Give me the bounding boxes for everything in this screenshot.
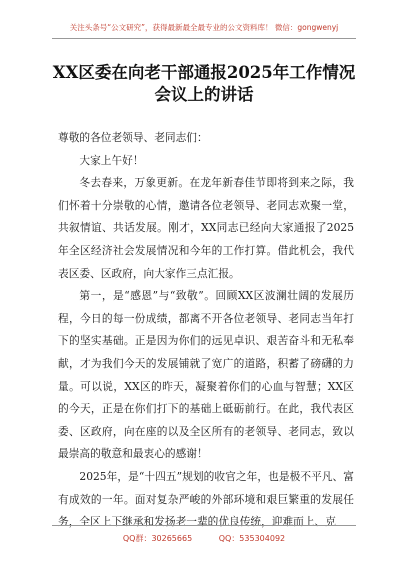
header-divider (52, 38, 356, 39)
paragraph: 第一，是“感恩”与“致敬”。回顾XX区波澜壮阔的发展历程，今日的每一份成绩，都离不开各位老领导、老同志当年打下的坚实基础。正是因为你们的远见卓识、艰苦奋斗和无私奉献，才为我们今天的发展铺就了宽广的道路，积蓄了磅礴的力量。可以说，XX区的昨天，凝聚着你们的心血与智慧；XX区的今天，正是在你们打下的基础上砥砺前行。在此，我代表区委、区政府，向在座的以及全区所有的老领导、老同志，致以最崇高的敬意和最衷心的感谢！ (58, 289, 354, 461)
paragraph: 2025年，是“十四五”规划的收官之年，也是极不平凡、富有成效的一年。面对复杂严峻的外部环境和艰巨繁重的发展任务，全区上下继承和发扬老一辈的优良传统，迎难而上、克 (58, 469, 354, 529)
footer-divider (52, 525, 356, 526)
footer-qq: QQ：535304092 (218, 534, 286, 543)
title-line-1: XX区委在向老干部通报2025年工作情况 (52, 63, 356, 82)
greeting: 大家上午好！ (79, 153, 144, 167)
paragraph: 冬去春来，万象更新。在龙年新春佳节即将到来之际，我们怀着十分崇敬的心情，邀请各位老领导、老同志欢聚一堂，共叙情谊、共话发展。刚才，XX同志已经向大家通报了2025年全区经济社会发展情况和今年的工作打算。借此机会，我代表区委、区政府，向大家作三点汇报。 (58, 176, 354, 280)
document-title (20, 62, 388, 106)
header-note: 关注头条号“公文研究”，获得最新最全最专业的公文资料库！ 微信：gongwenyj (69, 23, 339, 32)
document-body (58, 127, 354, 534)
footer-qq-group: QQ群：30265665 (122, 534, 193, 543)
footer (0, 533, 408, 544)
salutation: 尊敬的各位老领导、老同志们： (58, 131, 208, 144)
title-line-2: 会议上的讲话 (154, 85, 254, 104)
